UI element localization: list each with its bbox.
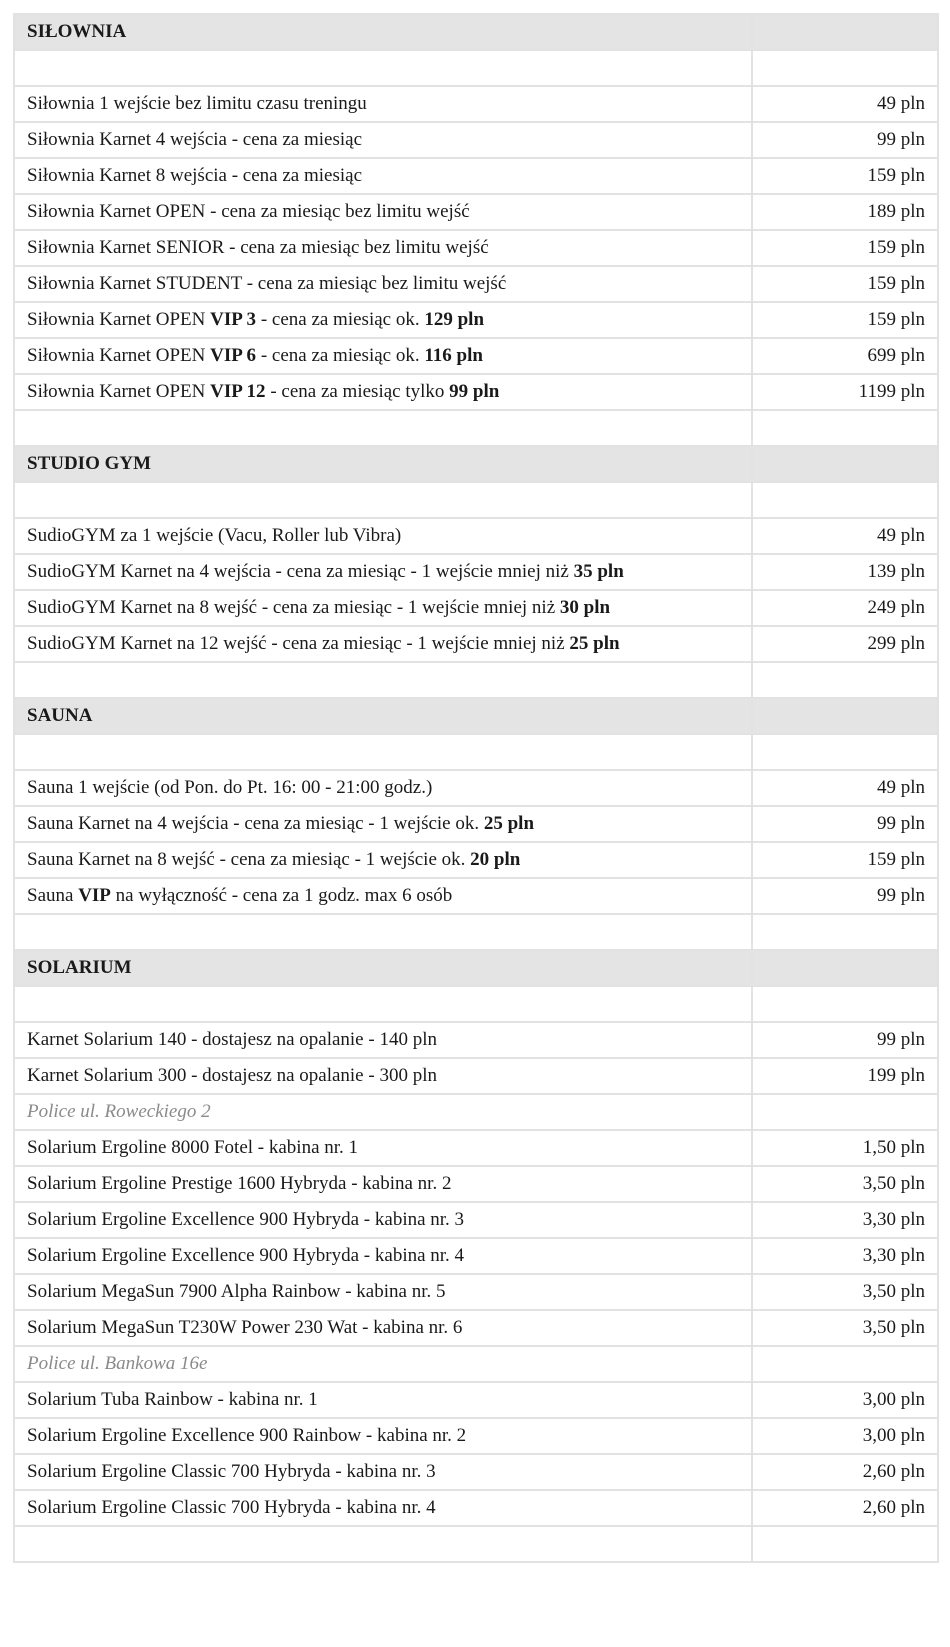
description-text: Sauna 1 wejście (od Pon. do Pt. 16: 00 - 21:00 godz.)	[27, 777, 433, 798]
description-text: - cena za miesiąc ok.	[256, 345, 425, 366]
empty-cell	[14, 662, 752, 698]
price-row	[14, 230, 938, 266]
item-price: 139 pln	[752, 554, 938, 590]
price-row	[14, 86, 938, 122]
item-description	[14, 194, 752, 230]
empty-cell	[14, 1526, 752, 1562]
empty-cell	[752, 662, 938, 698]
item-description	[14, 1382, 752, 1418]
price-row	[14, 1418, 938, 1454]
price-row	[14, 266, 938, 302]
item-price: 3,30 pln	[752, 1238, 938, 1274]
item-price: 159 pln	[752, 842, 938, 878]
item-price: 99 pln	[752, 806, 938, 842]
location-row	[14, 1346, 938, 1382]
description-highlight: 20 pln	[470, 849, 521, 870]
spacer-row	[14, 986, 938, 1022]
description-highlight: VIP 3	[210, 309, 257, 330]
description-text: Solarium MegaSun 7900 Alpha Rainbow - kabina nr. 5	[27, 1281, 446, 1302]
price-row	[14, 1274, 938, 1310]
section-header-empty-cell	[752, 950, 938, 986]
empty-cell	[752, 734, 938, 770]
item-price: 199 pln	[752, 1058, 938, 1094]
description-text: Solarium Ergoline Prestige 1600 Hybryda - kabina nr. 2	[27, 1173, 452, 1194]
description-text: - cena za miesiąc ok.	[256, 309, 425, 330]
location-label: Police ul. Roweckiego 2	[14, 1094, 752, 1130]
item-description	[14, 554, 752, 590]
description-text: Siłownia Karnet OPEN	[27, 345, 211, 366]
price-row	[14, 1454, 938, 1490]
empty-cell	[752, 482, 938, 518]
section-header-empty-cell	[752, 446, 938, 482]
item-description	[14, 1418, 752, 1454]
item-price: 699 pln	[752, 338, 938, 374]
item-price: 2,60 pln	[752, 1490, 938, 1526]
spacer-row	[14, 734, 938, 770]
item-description	[14, 1166, 752, 1202]
section-header	[14, 950, 938, 986]
price-row	[14, 770, 938, 806]
spacer-row	[14, 410, 938, 446]
section-header	[14, 698, 938, 734]
item-description	[14, 770, 752, 806]
empty-cell	[14, 734, 752, 770]
item-description	[14, 1130, 752, 1166]
price-row	[14, 518, 938, 554]
description-highlight: 30 pln	[559, 597, 611, 618]
description-text: Solarium Tuba Rainbow - kabina nr. 1	[27, 1389, 318, 1410]
item-price: 1,50 pln	[752, 1130, 938, 1166]
description-text: Solarium Ergoline 8000 Fotel - kabina nr. 1	[27, 1137, 359, 1158]
item-price: 159 pln	[752, 266, 938, 302]
price-row	[14, 626, 938, 662]
empty-cell	[752, 1346, 938, 1382]
spacer-row	[14, 1526, 938, 1562]
price-row	[14, 194, 938, 230]
section-header	[14, 446, 938, 482]
item-description	[14, 626, 752, 662]
section-title: SIŁOWNIA	[14, 14, 752, 50]
description-text: Siłownia Karnet OPEN	[27, 381, 211, 402]
price-row	[14, 302, 938, 338]
item-description	[14, 1274, 752, 1310]
description-text: Siłownia 1 wejście bez limitu czasu treningu	[27, 93, 367, 114]
price-row	[14, 1166, 938, 1202]
price-table	[13, 13, 939, 1563]
item-description	[14, 302, 752, 338]
description-text: Solarium Ergoline Excellence 900 Hybryda - kabina nr. 4	[27, 1245, 465, 1266]
empty-cell	[14, 410, 752, 446]
description-text: Siłownia Karnet OPEN	[27, 309, 211, 330]
description-text: Karnet Solarium 300 - dostajesz na opalanie - 300 pln	[27, 1065, 437, 1086]
item-price: 3,50 pln	[752, 1310, 938, 1346]
price-row	[14, 1238, 938, 1274]
description-highlight: 129 pln	[424, 309, 485, 330]
price-row	[14, 1382, 938, 1418]
item-description	[14, 1454, 752, 1490]
description-text: Karnet Solarium 140 - dostajesz na opalanie - 140 pln	[27, 1029, 437, 1050]
empty-cell	[14, 986, 752, 1022]
empty-cell	[752, 986, 938, 1022]
spacer-row	[14, 482, 938, 518]
price-row	[14, 1310, 938, 1346]
item-description	[14, 86, 752, 122]
item-price: 3,00 pln	[752, 1418, 938, 1454]
description-highlight: VIP 12	[210, 381, 266, 402]
item-price: 3,00 pln	[752, 1382, 938, 1418]
empty-cell	[752, 1094, 938, 1130]
item-description	[14, 230, 752, 266]
description-text: na wyłączność - cena za 1 godz. max 6 osób	[110, 885, 453, 906]
price-row	[14, 842, 938, 878]
item-price: 299 pln	[752, 626, 938, 662]
spacer-row	[14, 662, 938, 698]
item-price: 49 pln	[752, 518, 938, 554]
empty-cell	[752, 1526, 938, 1562]
item-price: 159 pln	[752, 302, 938, 338]
spacer-row	[14, 914, 938, 950]
description-text: Solarium Ergoline Classic 700 Hybryda - kabina nr. 3	[27, 1461, 436, 1482]
item-description	[14, 878, 752, 914]
price-row	[14, 1130, 938, 1166]
item-description	[14, 266, 752, 302]
item-price: 249 pln	[752, 590, 938, 626]
description-highlight: 116 pln	[424, 345, 483, 366]
description-highlight: 99 pln	[449, 381, 500, 402]
description-text: Siłownia Karnet STUDENT - cena za miesiąc bez limitu wejść	[27, 273, 507, 294]
empty-cell	[14, 50, 752, 86]
description-text: SudioGYM za 1 wejście (Vacu, Roller lub Vibra)	[27, 525, 402, 546]
item-price: 99 pln	[752, 1022, 938, 1058]
price-row	[14, 1058, 938, 1094]
item-description	[14, 158, 752, 194]
item-description	[14, 590, 752, 626]
price-row	[14, 1202, 938, 1238]
price-row	[14, 374, 938, 410]
item-description	[14, 806, 752, 842]
price-row	[14, 878, 938, 914]
section-header-empty-cell	[752, 14, 938, 50]
price-row	[14, 1022, 938, 1058]
item-price: 3,30 pln	[752, 1202, 938, 1238]
description-text: - cena za miesiąc tylko	[265, 381, 450, 402]
description-text: Siłownia Karnet SENIOR - cena za miesiąc bez limitu wejść	[27, 237, 489, 258]
item-price: 1199 pln	[752, 374, 938, 410]
price-row	[14, 590, 938, 626]
description-text: Siłownia Karnet OPEN - cena za miesiąc bez limitu wejść	[27, 201, 470, 222]
item-description	[14, 518, 752, 554]
price-row	[14, 158, 938, 194]
description-highlight: 25 pln	[483, 813, 535, 834]
description-text: SudioGYM Karnet na 8 wejść - cena za miesiąc - 1 wejście mniej niż	[27, 597, 560, 618]
description-highlight: VIP 6	[210, 345, 257, 366]
item-price: 159 pln	[752, 158, 938, 194]
section-title: STUDIO GYM	[14, 446, 752, 482]
location-row	[14, 1094, 938, 1130]
item-description	[14, 1022, 752, 1058]
item-description	[14, 842, 752, 878]
description-text: Sauna Karnet na 4 wejścia - cena za miesiąc - 1 wejście ok.	[27, 813, 484, 834]
item-price: 3,50 pln	[752, 1166, 938, 1202]
description-text: Siłownia Karnet 8 wejścia - cena za miesiąc	[27, 165, 362, 186]
description-text: Sauna Karnet na 8 wejść - cena za miesiąc - 1 wejście ok.	[27, 849, 471, 870]
section-title: SOLARIUM	[14, 950, 752, 986]
section-header	[14, 14, 938, 50]
spacer-row	[14, 50, 938, 86]
price-row	[14, 806, 938, 842]
item-description	[14, 1310, 752, 1346]
location-label: Police ul. Bankowa 16e	[14, 1346, 752, 1382]
price-row	[14, 1490, 938, 1526]
description-text: Solarium MegaSun T230W Power 230 Wat - kabina nr. 6	[27, 1317, 463, 1338]
item-price: 189 pln	[752, 194, 938, 230]
item-price: 49 pln	[752, 86, 938, 122]
item-price: 3,50 pln	[752, 1274, 938, 1310]
item-description	[14, 1490, 752, 1526]
empty-cell	[752, 50, 938, 86]
item-description	[14, 374, 752, 410]
empty-cell	[14, 482, 752, 518]
item-price: 99 pln	[752, 878, 938, 914]
item-price: 2,60 pln	[752, 1454, 938, 1490]
section-title: SAUNA	[14, 698, 752, 734]
description-text: Sauna	[27, 885, 79, 906]
item-description	[14, 338, 752, 374]
description-text: Solarium Ergoline Classic 700 Hybryda - kabina nr. 4	[27, 1497, 436, 1518]
item-price: 159 pln	[752, 230, 938, 266]
item-price: 99 pln	[752, 122, 938, 158]
description-highlight: 35 pln	[573, 561, 624, 582]
item-description	[14, 122, 752, 158]
price-row	[14, 554, 938, 590]
empty-cell	[752, 914, 938, 950]
price-row	[14, 338, 938, 374]
description-text: SudioGYM Karnet na 4 wejścia - cena za miesiąc - 1 wejście mniej niż	[27, 561, 574, 582]
description-text: SudioGYM Karnet na 12 wejść - cena za miesiąc - 1 wejście mniej niż	[27, 633, 570, 654]
item-description	[14, 1058, 752, 1094]
price-row	[14, 122, 938, 158]
description-text: Siłownia Karnet 4 wejścia - cena za miesiąc	[27, 129, 362, 150]
description-text: Solarium Ergoline Excellence 900 Rainbow - kabina nr. 2	[27, 1425, 467, 1446]
empty-cell	[14, 914, 752, 950]
description-highlight: 25 pln	[569, 633, 620, 654]
item-description	[14, 1238, 752, 1274]
description-highlight: VIP	[78, 885, 111, 906]
item-price: 49 pln	[752, 770, 938, 806]
description-text: Solarium Ergoline Excellence 900 Hybryda - kabina nr. 3	[27, 1209, 465, 1230]
section-header-empty-cell	[752, 698, 938, 734]
item-description	[14, 1202, 752, 1238]
empty-cell	[752, 410, 938, 446]
